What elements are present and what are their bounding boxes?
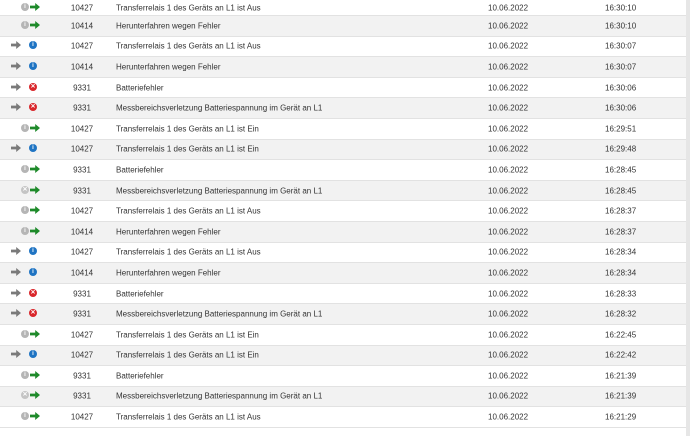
gray-arrow-icon — [11, 289, 21, 297]
gray-arrow-icon — [11, 144, 21, 152]
event-code: 9331 — [73, 309, 91, 319]
gray-info-icon: i — [21, 21, 29, 29]
green-arrow-icon — [30, 124, 40, 132]
event-date: 10.06.2022 — [488, 124, 529, 134]
row-status-icons — [6, 391, 46, 401]
row-status-icons — [6, 83, 46, 93]
event-time: 16:30:07 — [605, 62, 637, 72]
event-code: 9331 — [73, 371, 91, 381]
gray-info-icon: i — [21, 206, 29, 214]
table-row[interactable] — [0, 119, 690, 140]
event-time: 16:21:39 — [605, 391, 637, 401]
event-message: Messbereichsverletzung Batteriespannung im Gerät an L1 — [116, 186, 323, 196]
table-row[interactable] — [0, 243, 690, 264]
event-date: 10.06.2022 — [488, 186, 529, 196]
table-row[interactable] — [0, 57, 690, 78]
green-arrow-icon — [30, 21, 40, 29]
event-time: 16:30:10 — [605, 21, 637, 31]
event-time: 16:28:37 — [605, 206, 637, 216]
green-arrow-icon — [30, 330, 40, 338]
gray-error-icon: ✕ — [22, 186, 28, 193]
event-code: 9331 — [73, 289, 91, 299]
green-arrow-icon — [30, 165, 40, 173]
gray-arrow-icon — [11, 41, 21, 49]
event-date: 10.06.2022 — [488, 62, 529, 72]
row-status-icons — [6, 41, 46, 51]
red-error-icon: ✕ — [30, 83, 36, 90]
blue-info-icon: i — [29, 62, 37, 70]
event-date: 10.06.2022 — [488, 103, 529, 113]
table-row[interactable] — [0, 407, 690, 428]
gray-info-icon: i — [21, 227, 29, 235]
row-status-icons — [6, 206, 46, 216]
blue-info-icon: i — [29, 41, 37, 49]
event-time: 16:21:39 — [605, 371, 637, 381]
event-date: 10.06.2022 — [488, 289, 529, 299]
event-date: 10.06.2022 — [488, 3, 529, 12]
event-message: Transferrelais 1 des Geräts an L1 ist Aus — [116, 3, 261, 12]
gray-arrow-icon — [11, 103, 21, 111]
event-message: Batteriefehler — [116, 83, 164, 93]
green-arrow-icon — [30, 206, 40, 214]
row-status-icons — [6, 103, 46, 113]
event-date: 10.06.2022 — [488, 247, 529, 257]
gray-info-icon: i — [21, 124, 29, 132]
event-message: Batteriefehler — [116, 289, 164, 299]
row-status-icons — [6, 371, 46, 381]
green-arrow-icon — [30, 412, 40, 420]
event-date: 10.06.2022 — [488, 165, 529, 175]
event-code: 9331 — [73, 103, 91, 113]
event-message: Transferrelais 1 des Geräts an L1 ist Ein — [116, 330, 259, 340]
event-message: Herunterfahren wegen Fehler — [116, 227, 221, 237]
green-arrow-icon — [30, 371, 40, 379]
table-row[interactable] — [0, 181, 690, 202]
event-code: 10427 — [70, 330, 94, 340]
event-message: Transferrelais 1 des Geräts an L1 ist Aus — [116, 412, 261, 422]
red-error-icon: ✕ — [30, 104, 36, 111]
gray-info-icon: i — [21, 165, 29, 173]
row-status-icons — [6, 165, 46, 175]
gray-info-icon: i — [21, 330, 29, 338]
event-message: Messbereichsverletzung Batteriespannung im Gerät an L1 — [116, 103, 323, 113]
red-error-icon: ✕ — [30, 289, 36, 296]
table-row[interactable] — [0, 98, 690, 119]
event-date: 10.06.2022 — [488, 412, 529, 422]
gray-arrow-icon — [11, 309, 21, 317]
table-row[interactable] — [0, 304, 690, 325]
row-status-icons — [6, 186, 46, 196]
event-time: 16:29:48 — [605, 144, 637, 154]
blue-info-icon: i — [29, 268, 37, 276]
event-code: 10427 — [70, 3, 94, 12]
table-row[interactable] — [0, 346, 690, 367]
event-code: 9331 — [73, 391, 91, 401]
event-code: 10427 — [70, 206, 94, 216]
event-code: 9331 — [73, 83, 91, 93]
row-status-icons — [6, 268, 46, 278]
event-code: 10414 — [70, 21, 94, 31]
event-date: 10.06.2022 — [488, 350, 529, 360]
table-row[interactable] — [0, 222, 690, 243]
event-time: 16:28:34 — [605, 268, 637, 278]
event-time: 16:28:45 — [605, 186, 637, 196]
event-message: Herunterfahren wegen Fehler — [116, 21, 221, 31]
event-time: 16:28:32 — [605, 309, 637, 319]
event-code: 10427 — [70, 41, 94, 51]
table-row[interactable] — [0, 366, 690, 387]
event-message: Herunterfahren wegen Fehler — [116, 268, 221, 278]
event-code: 9331 — [73, 186, 91, 196]
event-date: 10.06.2022 — [488, 227, 529, 237]
event-code: 9331 — [73, 165, 91, 175]
row-status-icons — [6, 62, 46, 72]
gray-arrow-icon — [11, 247, 21, 255]
blue-info-icon: i — [29, 350, 37, 358]
gray-error-icon: ✕ — [22, 392, 28, 399]
event-time: 16:28:33 — [605, 289, 637, 299]
event-date: 10.06.2022 — [488, 83, 529, 93]
event-code: 10414 — [70, 62, 94, 72]
event-message: Messbereichsverletzung Batteriespannung im Gerät an L1 — [116, 309, 323, 319]
gray-arrow-icon — [11, 62, 21, 70]
event-time: 16:30:06 — [605, 103, 637, 113]
event-message: Transferrelais 1 des Geräts an L1 ist Aus — [116, 41, 261, 51]
event-message: Transferrelais 1 des Geräts an L1 ist Aus — [116, 206, 261, 216]
event-time: 16:28:45 — [605, 165, 637, 175]
event-message: Herunterfahren wegen Fehler — [116, 62, 221, 72]
gray-arrow-icon — [11, 268, 21, 276]
scrollbar-track[interactable] — [686, 0, 690, 436]
gray-arrow-icon — [11, 83, 21, 91]
red-error-icon: ✕ — [30, 310, 36, 317]
row-status-icons — [6, 144, 46, 154]
event-date: 10.06.2022 — [488, 41, 529, 51]
event-time: 16:29:51 — [605, 124, 637, 134]
green-arrow-icon — [30, 186, 40, 194]
event-date: 10.06.2022 — [488, 206, 529, 216]
table-row[interactable] — [0, 140, 690, 161]
table-row[interactable] — [0, 325, 690, 346]
event-date: 10.06.2022 — [488, 391, 529, 401]
table-row[interactable] — [0, 284, 690, 305]
event-time: 16:28:34 — [605, 247, 637, 257]
table-row[interactable] — [0, 37, 690, 58]
event-date: 10.06.2022 — [488, 330, 529, 340]
table-row[interactable] — [0, 160, 690, 181]
table-row[interactable] — [0, 387, 690, 408]
event-code: 10427 — [70, 144, 94, 154]
blue-info-icon: i — [29, 144, 37, 152]
event-message: Transferrelais 1 des Geräts an L1 ist Ein — [116, 144, 259, 154]
event-code: 10414 — [70, 227, 94, 237]
row-status-icons — [6, 21, 46, 31]
event-date: 10.06.2022 — [488, 371, 529, 381]
gray-info-icon: i — [21, 371, 29, 379]
event-time: 16:30:10 — [605, 3, 637, 12]
gray-info-icon: i — [21, 3, 29, 11]
row-status-icons — [6, 412, 46, 422]
event-date: 10.06.2022 — [488, 268, 529, 278]
row-status-icons — [6, 350, 46, 360]
gray-arrow-icon — [11, 350, 21, 358]
blue-info-icon: i — [29, 247, 37, 255]
event-code: 10427 — [70, 412, 94, 422]
gray-info-icon: i — [21, 412, 29, 420]
event-message: Batteriefehler — [116, 165, 164, 175]
row-status-icons — [6, 247, 46, 257]
event-time: 16:30:06 — [605, 83, 637, 93]
table-row[interactable] — [0, 263, 690, 284]
event-date: 10.06.2022 — [488, 309, 529, 319]
event-message: Batteriefehler — [116, 371, 164, 381]
event-message: Transferrelais 1 des Geräts an L1 ist Ein — [116, 350, 259, 360]
event-date: 10.06.2022 — [488, 144, 529, 154]
event-time: 16:22:45 — [605, 330, 637, 340]
green-arrow-icon — [30, 391, 40, 399]
event-time: 16:22:42 — [605, 350, 637, 360]
event-time: 16:28:37 — [605, 227, 637, 237]
event-code: 10414 — [70, 268, 94, 278]
row-status-icons — [6, 289, 46, 299]
row-status-icons — [6, 227, 46, 237]
table-row[interactable] — [0, 0, 690, 16]
event-date: 10.06.2022 — [488, 21, 529, 31]
event-time: 16:30:07 — [605, 41, 637, 51]
event-message: Transferrelais 1 des Geräts an L1 ist Aus — [116, 247, 261, 257]
row-status-icons — [6, 330, 46, 340]
event-message: Messbereichsverletzung Batteriespannung im Gerät an L1 — [116, 391, 323, 401]
event-message: Transferrelais 1 des Geräts an L1 ist Ein — [116, 124, 259, 134]
row-status-icons — [6, 309, 46, 319]
row-status-icons — [6, 3, 46, 13]
table-row[interactable] — [0, 201, 690, 222]
event-code: 10427 — [70, 124, 94, 134]
row-status-icons — [6, 124, 46, 134]
event-code: 10427 — [70, 247, 94, 257]
event-code: 10427 — [70, 350, 94, 360]
table-row[interactable] — [0, 78, 690, 99]
table-row[interactable] — [0, 16, 690, 37]
green-arrow-icon — [30, 3, 40, 11]
green-arrow-icon — [30, 227, 40, 235]
event-time: 16:21:29 — [605, 412, 637, 422]
